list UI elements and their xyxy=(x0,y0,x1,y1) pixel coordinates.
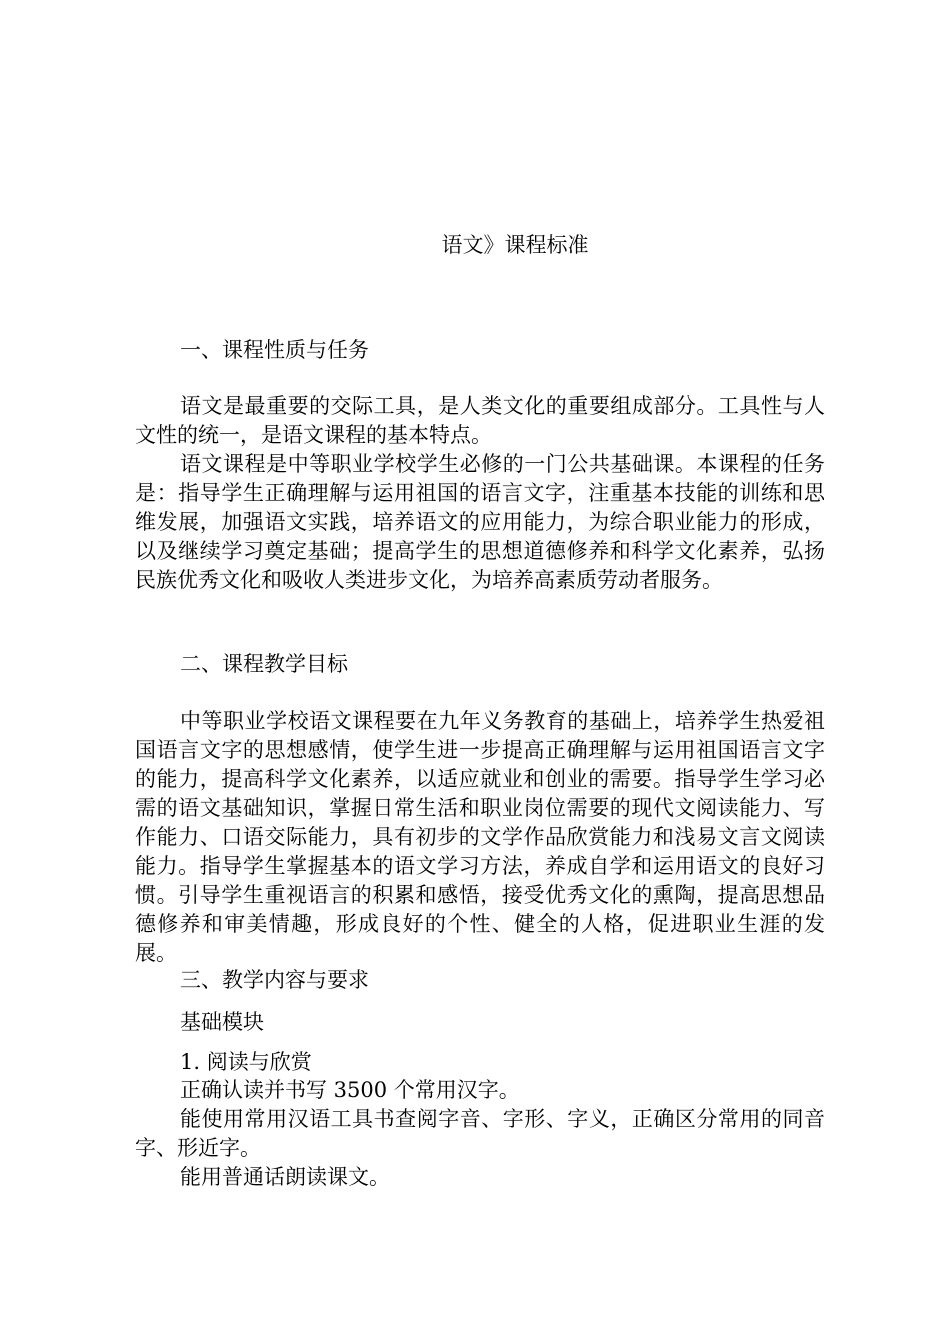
paragraph: 中等职业学校语文课程要在九年义务教育的基础上，培养学生热爱祖国语言文字的思想感情，使学生进一步提高正确理解与运用祖国语言文字的能力，提高科学文化素养，以适应就业和创业的需要。指导学生学习必需的语文基础知识，掌握日常生活和职业岗位需要的现代文阅读能力、写作能力、口语交际能力，具有初步的文学作品欣赏能力和浅易文言文阅读能力。指导学生掌握基本的语文学习方法，养成自学和运用语文的良好习惯。引导学生重视语言的积累和感悟，接受优秀文化的熏陶，提高思想品德修养和审美情趣，形成良好的个性、健全的人格，促进职业生涯的发展。 xyxy=(135,709,825,965)
subsection-heading: 1. 阅读与欣赏 xyxy=(180,1050,312,1074)
section-heading-2: 二、课程教学目标 xyxy=(180,652,348,676)
document-title: 语文》课程标准 xyxy=(441,233,589,257)
module-heading: 基础模块 xyxy=(180,1010,264,1034)
paragraph: 语文课程是中等职业学校学生必修的一门公共基础课。本课程的任务是：指导学生正确理解与运用祖国的语言文字，注重基本技能的训练和思维发展，加强语文实践，培养语文的应用能力，为综合职业能力的形成，以及继续学习奠定基础；提高学生的思想道德修养和科学文化素养，弘扬民族优秀文化和吸收人类进步文化，为培养高素质劳动者服务。 xyxy=(135,452,825,592)
paragraph: 正确认读并书写 3500 个常用汉字。 xyxy=(180,1078,520,1102)
paragraph: 能用普通话朗读课文。 xyxy=(180,1165,390,1189)
paragraph: 语文是最重要的交际工具，是人类文化的重要组成部分。工具性与人文性的统一，是语文课程的基本特点。 xyxy=(135,394,825,447)
section-heading-3: 三、教学内容与要求 xyxy=(180,968,369,992)
paragraph: 能使用常用汉语工具书查阅字音、字形、字义，正确区分常用的同音字、形近字。 xyxy=(135,1107,825,1160)
section-heading-1: 一、课程性质与任务 xyxy=(180,338,369,362)
